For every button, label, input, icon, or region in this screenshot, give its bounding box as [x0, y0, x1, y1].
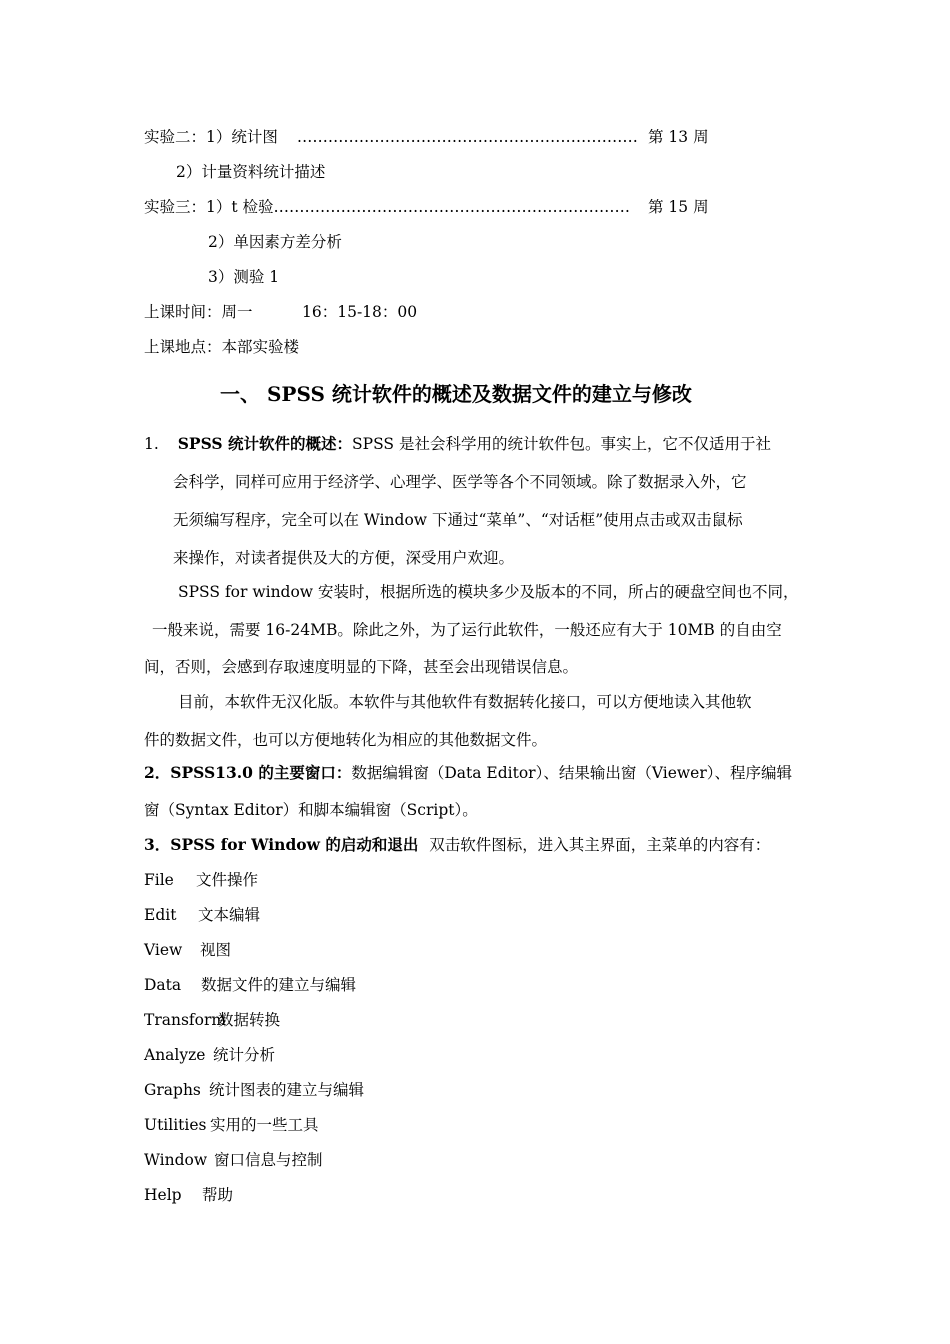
menu-name: Edit [144, 906, 177, 924]
menu-item-file [144, 869, 258, 891]
menu-item-graphs [144, 1079, 364, 1101]
menu-desc: 视图 [200, 941, 232, 959]
menu-item-help [144, 1184, 233, 1206]
para3-line2: 件的数据文件，也可以方便地转化为相应的其他数据文件。 [144, 731, 548, 749]
menu-item-utilities [144, 1114, 319, 1136]
exp3-week: 第 15 周 [648, 198, 709, 216]
para3-line1: 目前，本软件无汉化版。本软件与其他软件有数据转化接口，可以方便地读入其他软 [178, 693, 752, 711]
item2-line2: 窗（Syntax Editor）和脚本编辑窗（Script）。 [144, 801, 478, 819]
menu-desc: 文件操作 [196, 871, 259, 889]
menu-name: Graphs [144, 1081, 201, 1099]
menu-desc: 帮助 [202, 1186, 234, 1204]
para2-line2: 一般来说，需要 16-24MB。除此之外，为了运行此软件，一般还应有大于 10MB 的自由空 [152, 621, 782, 639]
exp2-item2: 2）计量资料统计描述 [176, 163, 326, 181]
menu-item-analyze [144, 1044, 275, 1066]
menu-desc: 窗口信息与控制 [214, 1151, 323, 1169]
exp3-item3: 3）测验 1 [208, 268, 280, 286]
exp2-dots: ………………………………………………………… [296, 128, 638, 146]
menu-name: Data [144, 976, 182, 994]
item2-text1: 数据编辑窗（Data Editor）、结果输出窗（Viewer）、程序编辑 [351, 764, 792, 782]
class-place: 上课地点：本部实验楼 [144, 338, 300, 356]
class-time-label: 上课时间：周一 [144, 303, 253, 321]
menu-item-edit [144, 904, 260, 926]
menu-name: File [144, 871, 174, 889]
item3-rest: 双击软件图标，进入其主界面，主菜单的内容有： [429, 836, 771, 854]
menu-name: View [144, 941, 183, 959]
exp3-label: 实验三：1）t 检验 [144, 198, 274, 216]
menu-desc: 统计图表的建立与编辑 [209, 1081, 365, 1099]
menu-name: Utilities [144, 1116, 207, 1134]
item2-line1 [144, 762, 792, 784]
para1-text1: SPSS 是社会科学用的统计软件包。事实上，它不仅适用于社 [352, 435, 771, 453]
menu-desc: 数据文件的建立与编辑 [201, 976, 357, 994]
para1-line1 [144, 433, 771, 455]
schedule-exp3-line [144, 196, 630, 218]
menu-item-transform [144, 1009, 280, 1031]
exp3-item2: 2）单因素方差分析 [208, 233, 342, 251]
menu-desc: 实用的一些工具 [210, 1116, 319, 1134]
exp3-dots: …………………………………………………………… [273, 198, 631, 216]
item2-bold: 2．SPSS13.0 的主要窗口： [144, 763, 352, 782]
menu-name: Transform [144, 1011, 227, 1029]
para1-line4: 来操作，对读者提供及大的方便，深受用户欢迎。 [173, 549, 515, 567]
para2-line1: SPSS for window 安装时，根据所选的模块多少及版本的不同，所占的硬盘空间也不同， [178, 583, 799, 601]
exp2-label: 实验二：1）统计图 [144, 128, 278, 146]
menu-desc: 数据转换 [218, 1011, 281, 1029]
para2-line3: 间，否则，会感到存取速度明显的下降，甚至会出现错误信息。 [144, 658, 579, 676]
exp2-week: 第 13 周 [648, 128, 709, 146]
menu-item-view [144, 939, 231, 961]
menu-item-data [144, 974, 356, 996]
schedule-exp2-line [144, 126, 638, 148]
para1-num: 1. [144, 435, 159, 453]
menu-name: Help [144, 1186, 182, 1204]
menu-item-window [144, 1149, 323, 1171]
menu-name: Window [144, 1151, 208, 1169]
menu-desc: 统计分析 [213, 1046, 276, 1064]
class-time-value: 16：15-18：00 [302, 303, 418, 321]
menu-desc: 文本编辑 [198, 906, 261, 924]
section-title: 一、 SPSS 统计软件的概述及数据文件的建立与修改 [220, 382, 692, 406]
item3-bold: 3．SPSS for Window 的启动和退出 [144, 835, 419, 854]
para1-line2: 会科学，同样可应用于经济学、心理学、医学等各个不同领域。除了数据录入外，它 [173, 473, 747, 491]
menu-name: Analyze [144, 1046, 206, 1064]
para1-line3: 无须编写程序，完全可以在 Window 下通过“菜单”、“对话框”使用点击或双击鼠标 [173, 511, 743, 529]
item3-line [144, 834, 770, 856]
para1-bold: SPSS 统计软件的概述： [177, 434, 353, 453]
